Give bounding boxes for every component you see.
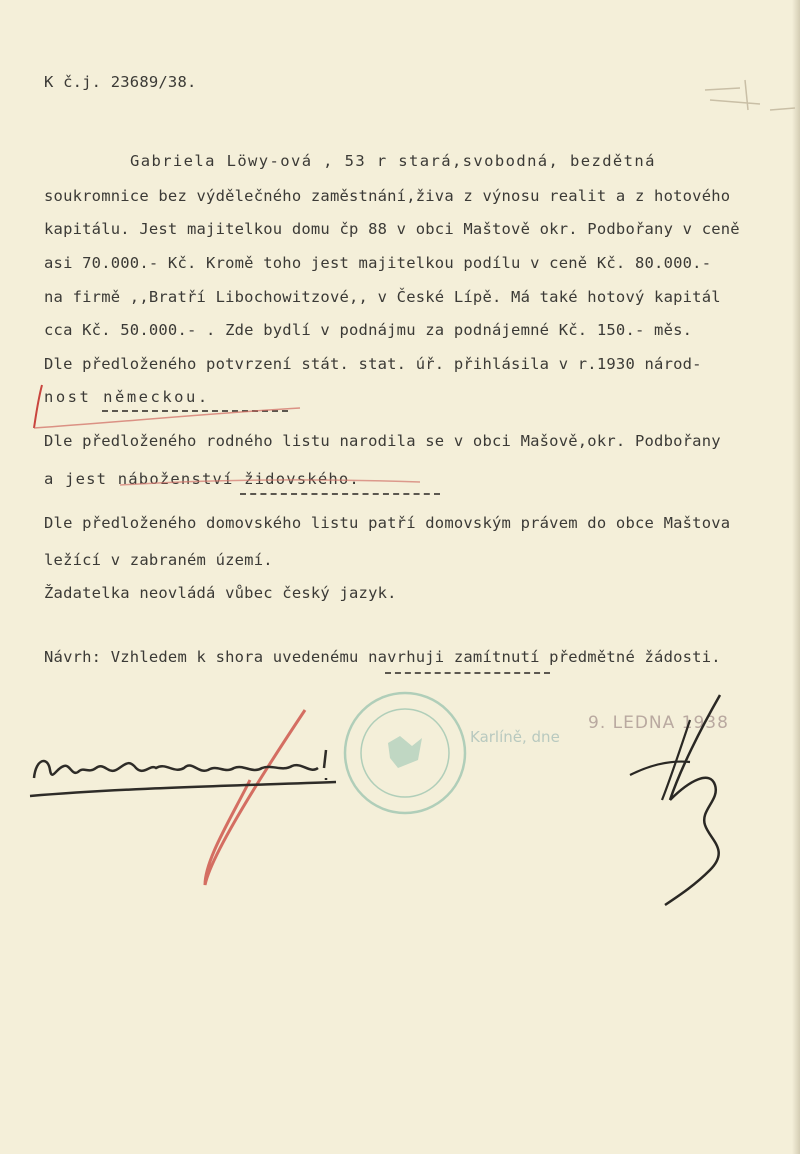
body-line-2: soukromnice bez výdělečného zaměstnání,živa z výnosu realit a z hotového xyxy=(44,187,731,205)
body-line-1: Gabriela Löwy-ová , 53 r stará,svobodná, bezdětná xyxy=(130,152,656,170)
body-line-11: Dle předloženého domovského listu patří domovským právem do obce Maštova xyxy=(44,514,731,532)
body-line-4: asi 70.000.- Kč. Kromě toho jest majitelkou podílu v ceně Kč. 80.000.- xyxy=(44,254,712,272)
reference-number-text: K č.j. 23689/38. xyxy=(44,73,197,91)
stamp-date-text: 9. LEDNA 1938 xyxy=(588,713,729,733)
proposal-line: Návrh: Vzhledem k shora uvedenému navrhuji zamítnutí předmětné žádosti. xyxy=(44,648,721,666)
body-line-6: cca Kč. 50.000.- . Zde bydlí v podnájmu za podnájemné Kč. 150.- měs. xyxy=(44,321,693,339)
signature xyxy=(610,690,750,910)
body-line-12: ležící v zabraném území. xyxy=(44,551,273,569)
body-line-9: Dle předloženého rodného listu narodila se v obci Mašově,okr. Podbořany xyxy=(44,432,721,450)
body-line-7: Dle předloženého potvrzení stát. stat. úř. přihlásila v r.1930 národ- xyxy=(44,355,702,373)
office-stamp xyxy=(340,688,470,818)
pencil-marks xyxy=(700,70,800,130)
body-line-10: a jest náboženství židovského. xyxy=(44,470,360,488)
body-line-13: Žadatelka neovládá vůbec český jazyk. xyxy=(44,584,397,602)
body-line-3: kapitálu. Jest majitelkou domu čp 88 v obci Maštově okr. Podbořany v ceně xyxy=(44,220,740,238)
body-line-8: nost německou. xyxy=(44,388,210,406)
stamp-place-text: Karlíně, dne xyxy=(470,728,560,746)
body-line-5: na firmě ,,Bratří Libochowitzové,, v České Lípě. Má také hotový kapitál xyxy=(44,288,721,306)
handwritten-note xyxy=(26,738,346,808)
